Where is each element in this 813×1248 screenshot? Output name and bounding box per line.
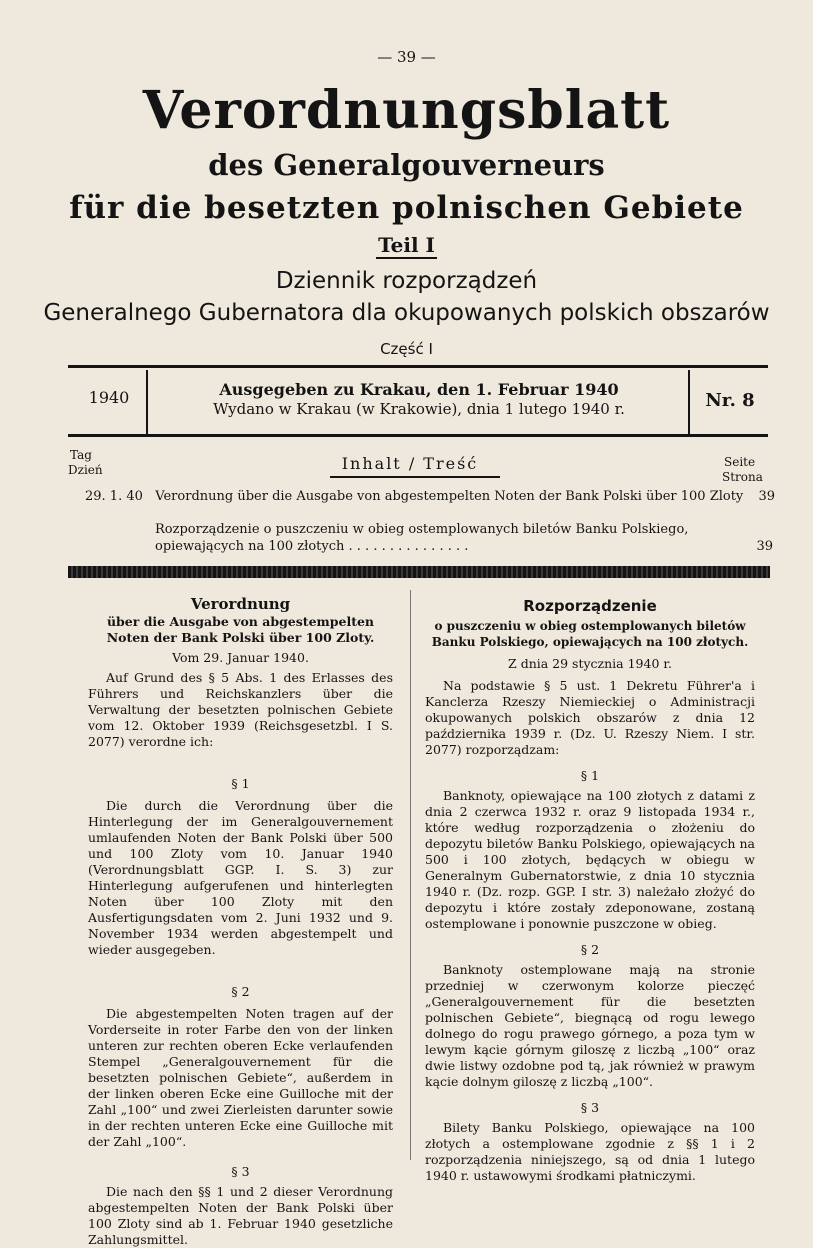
- toc-dzien-label: Dzień: [68, 463, 103, 477]
- gazette-subtitle-de-1: des Generalgouverneurs: [208, 148, 605, 182]
- column-divider: [410, 590, 411, 1160]
- gazette-subtitle-de-2: für die besetzten polnischen Gebiete: [69, 190, 744, 226]
- part-label-de: Teil I: [378, 233, 435, 257]
- german-column: [88, 596, 393, 1248]
- issue-year: 1940: [88, 388, 130, 407]
- section-divider-band: [68, 566, 770, 578]
- section-1-text-pl: Banknoty, opiewające na 100 złotych z datami z dnia 2 czerwca 1932 r. oraz 9 listopada 1934 r., które według rozporządzenia o złożeniu do depozytu biletów Banku Polskiego, opiewających na 500 i 100 złotych, będących w obiegu w Generalnym Gubernatorstwie, z dnia 10 stycznia 1940 r. (Dz. rozp. GGP. I str. 3) należało złożyć do depozytu i które zostały zdeponowane, zostaną ostemplowane i ponownie puszczone w obieg.: [425, 788, 755, 931]
- issue-divider-right: [688, 370, 690, 434]
- section-2-text-de: Die abgestempelten Noten tragen auf der Vorderseite in roter Farbe den von der linken unteren zur rechten oberen Ecke verlaufenden Stempel „Generalgouvernement für die besetzten polnischen Gebiete“, außerdem in der linken oberen Ecke eine Guilloche mit der Zahl „100“ und zwei Zierleisten darunter sowie in der rechten unteren Ecke eine Guilloche mit der Zahl „100“.: [88, 1006, 393, 1149]
- gazette-title-pl: Dziennik rozporządzeń: [275, 268, 538, 294]
- gazette-title-de: Verordnungsblatt: [142, 80, 671, 141]
- section-1-head-pl: § 1: [580, 768, 600, 783]
- section-2-text-pl: Banknoty ostemplowane mają na stronie przedniej w czerwonym kolorze pieczęć „Generalgouvernement für die besetzten polnischen Gebiete“, biegnącą od rogu lewego dolnego do rogu prawego górnego, a poza tym w lewym kącie górnym giloszę z liczbą „100“ oraz dwie listwy ozdobne pod tą, jak również w prawym kącie dolnym giloszę z liczbą „100“.: [425, 962, 755, 1089]
- ordinance-date-pl: Z dnia 29 stycznia 1940 r.: [508, 656, 672, 671]
- ordinance-intro-pl: Na podstawie § 5 ust. 1 Dekretu Führer'a i Kanclerza Rzeszy Niemieckiej o Administracji okupowanych polskich obszarów z dnia 12 października 1939 r. (Dz. U. Rzeszy Niem. I str. 2077) rozporządzam:: [425, 678, 755, 757]
- ordinance-intro-de: Auf Grund des § 5 Abs. 1 des Erlasses des Führers und Reichskanzlers über die Verwaltung der besetzten polnischen Gebiete vom 12. Oktober 1939 (Reichsgesetzbl. I S. 2077) verordne ich:: [88, 670, 393, 749]
- ordinance-title-de: Verordnung: [190, 595, 291, 613]
- toc-entry-page-de: 39: [758, 489, 775, 504]
- toc-entry-page-pl: 39: [756, 539, 773, 554]
- issue-bottom-rule: [68, 434, 768, 437]
- section-1-text-de: Die durch die Verordnung über die Hinterlegung der im Generalgouvernement umlaufenden Noten der Bank Polski über 500 und 100 Zloty vom 10. Januar 1940 (Verordnungsblatt GGP. I. S. 3) zur Hinterlegung aufgerufenen und hinterlegten Noten über 100 Zloty mit den Ausfertigungsdaten vom 2. Juni 1932 und 9. November 1934 werden abgestempelt und wieder ausgegeben.: [88, 798, 393, 957]
- toc-entry-dots: . . . . . . . . . . . . . . .: [348, 539, 469, 554]
- toc-seite-label: Seite: [724, 455, 756, 469]
- issue-number: Nr. 8: [705, 390, 755, 411]
- toc-entry-date: 29. 1. 40: [85, 489, 143, 504]
- toc-entry-de: [85, 489, 775, 504]
- section-3-text-de: Die nach den §§ 1 und 2 dieser Verordnung abgestempelten Noten der Bank Polski über 100 Zloty sind ab 1. Februar 1940 gesetzliche Zahlungsmittel.: [88, 1184, 393, 1247]
- toc-heading-rule: [330, 476, 500, 478]
- ordinance-date-de: Vom 29. Januar 1940.: [172, 650, 309, 665]
- toc-heading: Inhalt / Treść: [341, 454, 479, 473]
- issue-date-pl: Wydano w Krakau (w Krakowie), dnia 1 lutego 1940 r.: [213, 400, 625, 418]
- part-label-pl: Część I: [380, 340, 433, 358]
- polish-column: [425, 598, 755, 1184]
- ordinance-title-pl: Rozporządzenie: [523, 597, 657, 615]
- toc-entry-title-pl: Rozporządzenie o puszczeniu w obieg ostemplowanych biletów Banku Polskiego, opiewających na 100 złotych: [155, 522, 689, 554]
- section-2-head-de: § 2: [231, 984, 250, 999]
- toc-tag-label: Tag: [70, 448, 92, 462]
- section-3-head-pl: § 3: [580, 1100, 600, 1115]
- issue-top-rule: [68, 365, 768, 368]
- section-1-head-de: § 1: [231, 776, 250, 791]
- issue-date-de: Ausgegeben zu Krakau, den 1. Februar 1940: [219, 380, 619, 399]
- toc-strona-label: Strona: [722, 470, 763, 484]
- toc-entry-pl: [155, 521, 773, 555]
- ordinance-subtitle-pl: o puszczeniu w obieg ostemplowanych biletów Banku Polskiego, opiewających na 100 złotych.: [431, 619, 749, 649]
- page-number: — 39 —: [377, 48, 436, 66]
- section-3-text-pl: Bilety Banku Polskiego, opiewające na 100 złotych a ostemplowane zgodnie z §§ 1 i 2 rozporządzenia niniejszego, są od dnia 1 lutego 1940 r. ustawowymi środkami płatniczymi.: [425, 1120, 755, 1183]
- section-2-head-pl: § 2: [580, 942, 600, 957]
- section-3-head-de: § 3: [231, 1164, 250, 1179]
- gazette-subtitle-pl: Generalnego Gubernatora dla okupowanych polskich obszarów: [43, 300, 770, 326]
- toc-entry-title-de: Verordnung über die Ausgabe von abgestempelten Noten der Bank Polski über 100 Zloty: [155, 489, 744, 504]
- ordinance-subtitle-de: über die Ausgabe von abgestempelten Noten der Bank Polski über 100 Zloty.: [106, 614, 375, 645]
